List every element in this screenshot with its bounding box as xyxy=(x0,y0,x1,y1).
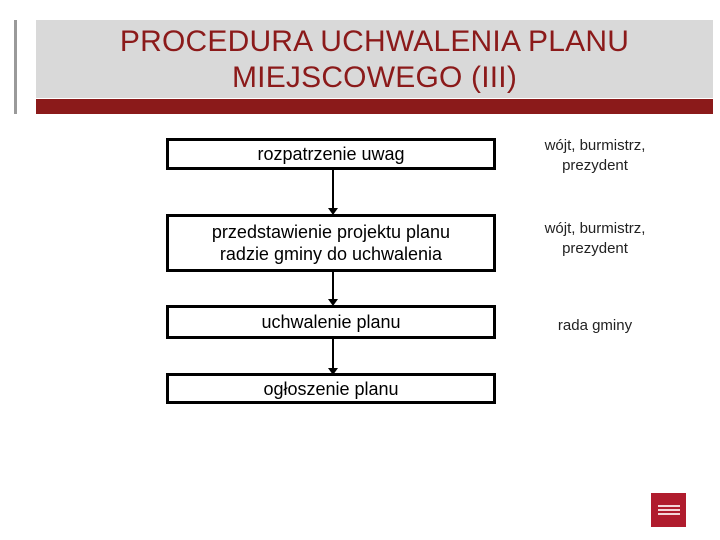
actor-label-step-2 xyxy=(520,219,670,259)
actor-2-line-1: wójt, burmistrz, xyxy=(544,220,646,237)
actor-label-step-1 xyxy=(520,136,670,176)
title-underline-bar xyxy=(36,99,713,114)
step-box-ogloszenie-planu xyxy=(166,373,496,404)
actor-2-line-2: prezydent xyxy=(562,240,628,257)
step-1-label: rozpatrzenie uwag xyxy=(257,144,405,164)
step-3-label: uchwalenie planu xyxy=(261,312,401,332)
title-line-2: MIEJSCOWEGO (III) xyxy=(231,61,518,94)
title-line-1: PROCEDURA UCHWALENIA PLANU xyxy=(119,25,630,58)
step-box-przedstawienie-projektu xyxy=(166,214,496,272)
slide-title xyxy=(36,20,713,98)
connector-1-2 xyxy=(332,170,334,212)
actor-label-step-3 xyxy=(520,316,670,336)
actor-1-line-1: wójt, burmistrz, xyxy=(544,137,646,154)
left-accent-bar xyxy=(14,20,17,114)
step-2-line-2: radzie gminy do uchwalenia xyxy=(219,244,443,264)
actor-3-line-1: rada gminy xyxy=(557,317,633,334)
step-2-line-1: przedstawienie projektu planu xyxy=(211,222,451,242)
step-box-rozpatrzenie-uwag xyxy=(166,138,496,170)
step-box-uchwalenie-planu xyxy=(166,305,496,339)
step-4-label: ogłoszenie planu xyxy=(263,378,399,399)
publisher-logo xyxy=(651,493,686,527)
actor-1-line-2: prezydent xyxy=(562,157,628,174)
